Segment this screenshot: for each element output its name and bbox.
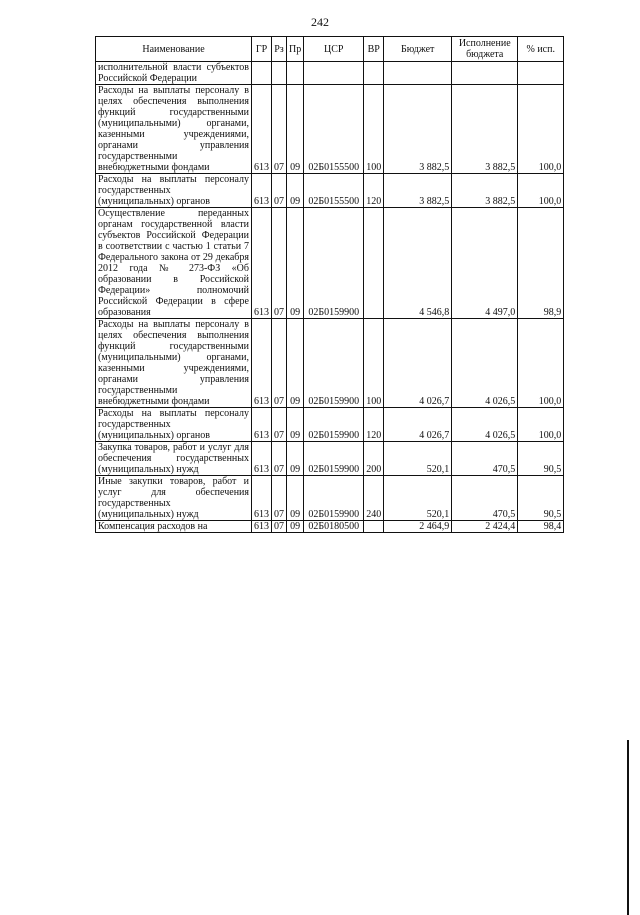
header-execution: Исполнение бюджета: [452, 37, 518, 62]
row-pr: 09: [287, 442, 304, 476]
row-execution: 4 497,0: [452, 208, 518, 319]
row-execution: 470,5: [452, 442, 518, 476]
row-vr: 120: [364, 408, 384, 442]
row-execution: 3 882,5: [452, 174, 518, 208]
row-execution: [452, 62, 518, 85]
row-percent: 98,9: [518, 208, 564, 319]
table-row: [96, 319, 564, 408]
budget-execution-table: [95, 36, 564, 533]
header-name: Наименование: [96, 37, 252, 62]
row-percent: [518, 62, 564, 85]
row-gr: 613: [252, 442, 272, 476]
row-vr: 200: [364, 442, 384, 476]
header-rz: Рз: [272, 37, 287, 62]
row-rz: 07: [272, 408, 287, 442]
row-gr: 613: [252, 319, 272, 408]
row-csr: [304, 62, 364, 85]
row-rz: 07: [272, 521, 287, 533]
table-row: [96, 174, 564, 208]
row-percent: 98,4: [518, 521, 564, 533]
header-percent: % исп.: [518, 37, 564, 62]
table-row: [96, 521, 564, 533]
row-csr: 02Б0159900: [304, 319, 364, 408]
row-percent: 90,5: [518, 476, 564, 521]
header-vr: ВР: [364, 37, 384, 62]
row-csr: 02Б0159900: [304, 476, 364, 521]
table-row: [96, 476, 564, 521]
row-vr: 240: [364, 476, 384, 521]
row-vr: [364, 521, 384, 533]
row-name: Закупка товаров, работ и услуг для обеспечения государственных (муниципальных) нужд: [96, 442, 252, 476]
row-budget: [384, 62, 452, 85]
row-pr: 09: [287, 408, 304, 442]
row-budget: 520,1: [384, 476, 452, 521]
table-row: [96, 208, 564, 319]
header-pr: Пр: [287, 37, 304, 62]
row-pr: 09: [287, 208, 304, 319]
row-budget: 4 546,8: [384, 208, 452, 319]
row-gr: 613: [252, 208, 272, 319]
table-header-row: [96, 37, 564, 62]
row-vr: [364, 62, 384, 85]
row-name: Осуществление переданных органам государственной власти субъектов Российской Федерации в соответствии с частью 1 статьи 7 Федерального закона от 29 декабря 2012 года № 273-ФЗ «Об образовании в Российской Федерации» полномочий Российской Федерации в сфере образования: [96, 208, 252, 319]
row-csr: 02Б0180500: [304, 521, 364, 533]
row-name: Иные закупки товаров, работ и услуг для обеспечения государственных (муниципальных) нужд: [96, 476, 252, 521]
table-row: [96, 408, 564, 442]
row-gr: 613: [252, 521, 272, 533]
row-execution: 470,5: [452, 476, 518, 521]
row-rz: 07: [272, 476, 287, 521]
row-csr: 02Б0155500: [304, 85, 364, 174]
row-name: Расходы на выплаты персоналу государственных (муниципальных) органов: [96, 408, 252, 442]
row-pr: 09: [287, 476, 304, 521]
row-pr: 09: [287, 174, 304, 208]
header-csr: ЦСР: [304, 37, 364, 62]
row-csr: 02Б0159900: [304, 408, 364, 442]
row-budget: 520,1: [384, 442, 452, 476]
row-execution: 3 882,5: [452, 85, 518, 174]
row-rz: 07: [272, 442, 287, 476]
row-budget: 4 026,7: [384, 319, 452, 408]
row-gr: 613: [252, 476, 272, 521]
row-pr: 09: [287, 319, 304, 408]
row-name: Компенсация расходов на: [96, 521, 252, 533]
row-budget: 3 882,5: [384, 85, 452, 174]
row-pr: [287, 62, 304, 85]
row-gr: 613: [252, 85, 272, 174]
row-budget: 2 464,9: [384, 521, 452, 533]
row-gr: [252, 62, 272, 85]
row-csr: 02Б0155500: [304, 174, 364, 208]
row-pr: 09: [287, 85, 304, 174]
row-pr: 09: [287, 521, 304, 533]
row-vr: 100: [364, 319, 384, 408]
row-csr: 02Б0159900: [304, 442, 364, 476]
row-vr: 120: [364, 174, 384, 208]
row-vr: 100: [364, 85, 384, 174]
row-name: Расходы на выплаты персоналу в целях обеспечения выполнения функций государственными (муниципальными) органами, казенными учреждениями, органами управления государственными внебюджетными фондами: [96, 85, 252, 174]
row-rz: 07: [272, 208, 287, 319]
row-percent: 100,0: [518, 85, 564, 174]
row-name: Расходы на выплаты персоналу государственных (муниципальных) органов: [96, 174, 252, 208]
row-rz: 07: [272, 319, 287, 408]
row-csr: 02Б0159900: [304, 208, 364, 319]
row-name: Расходы на выплаты персоналу в целях обеспечения выполнения функций государственными (муниципальными) органами, казенными учреждениями, органами управления государственными внебюджетными фондами: [96, 319, 252, 408]
page-number: 242: [311, 15, 329, 29]
row-rz: [272, 62, 287, 85]
row-execution: 2 424,4: [452, 521, 518, 533]
header-budget: Бюджет: [384, 37, 452, 62]
row-percent: 100,0: [518, 174, 564, 208]
row-execution: 4 026,5: [452, 408, 518, 442]
row-rz: 07: [272, 85, 287, 174]
row-gr: 613: [252, 408, 272, 442]
row-percent: 90,5: [518, 442, 564, 476]
row-name: исполнительной власти субъектов Российской Федерации: [96, 62, 252, 85]
table-row: [96, 442, 564, 476]
row-execution: 4 026,5: [452, 319, 518, 408]
row-gr: 613: [252, 174, 272, 208]
row-rz: 07: [272, 174, 287, 208]
header-gr: ГР: [252, 37, 272, 62]
row-vr: [364, 208, 384, 319]
margin-rule: [627, 740, 629, 915]
row-percent: 100,0: [518, 319, 564, 408]
row-percent: 100,0: [518, 408, 564, 442]
table-row: [96, 85, 564, 174]
row-budget: 3 882,5: [384, 174, 452, 208]
table-row: [96, 62, 564, 85]
row-budget: 4 026,7: [384, 408, 452, 442]
